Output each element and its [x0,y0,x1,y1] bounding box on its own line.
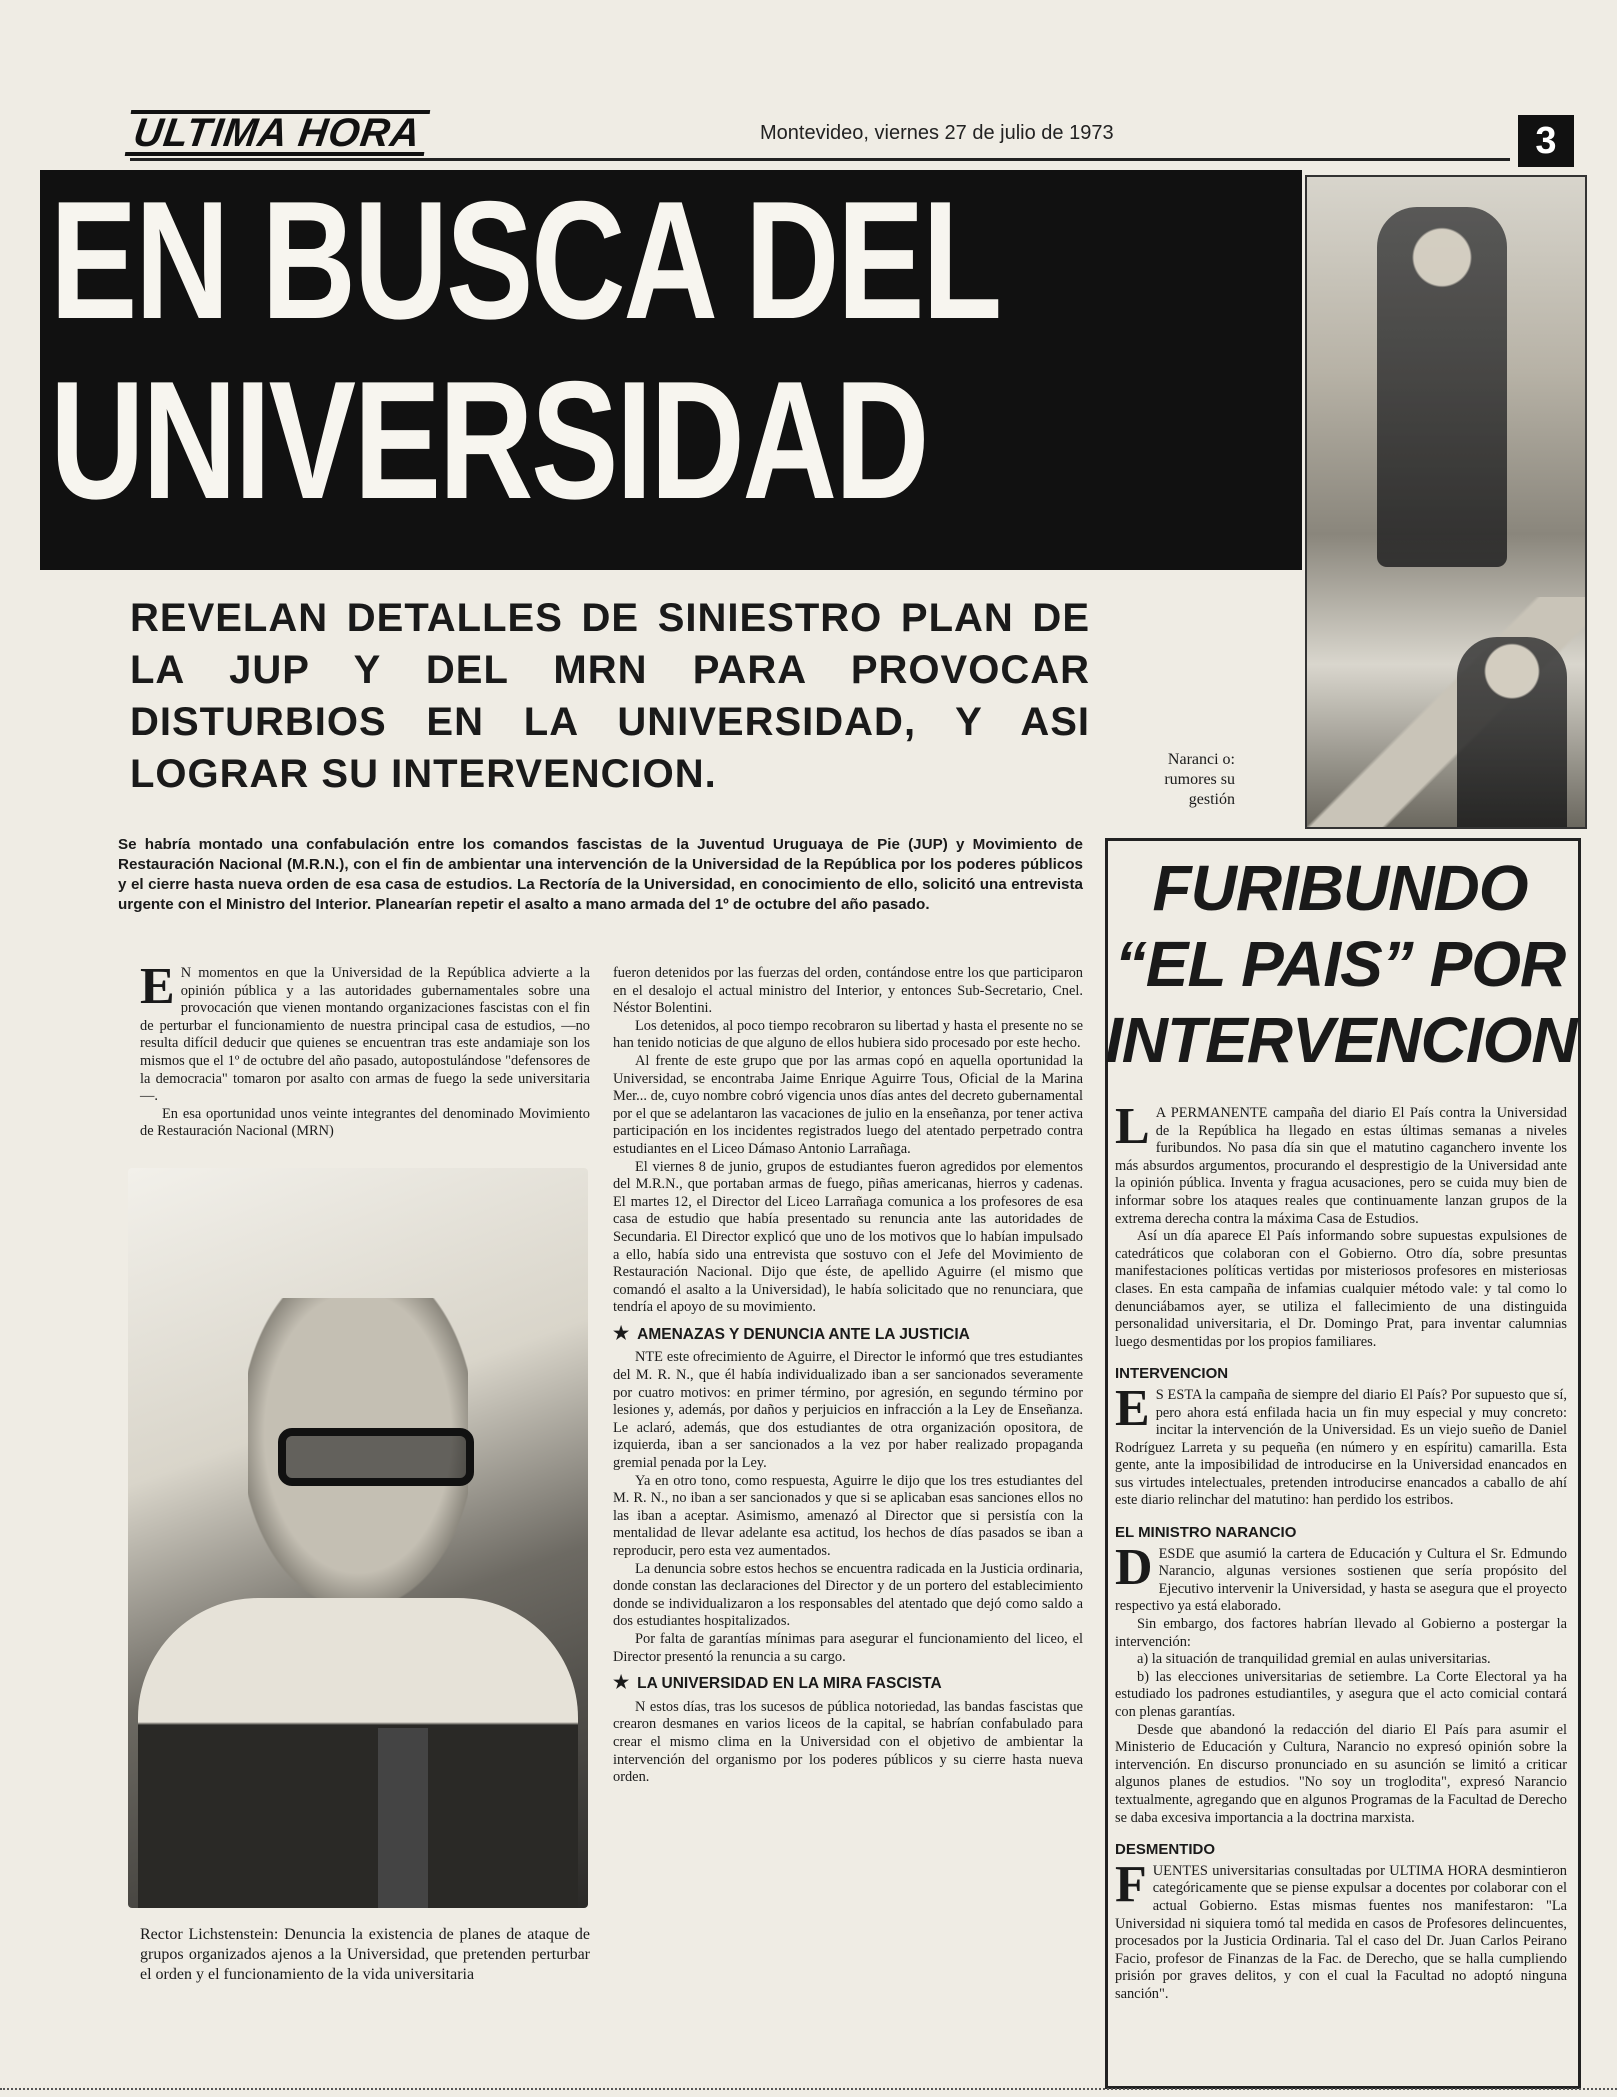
article-paragraph: N estos días, tras los sucesos de pública notoriedad, las bandas fascistas que crearon desmanes en varios liceos de la capital, se habrían confabulado para crear el mismo clima en la Universidad con el objetivo de ambientar la intervención del organismo por los poderes públicos y su cierre hasta nueva orden. [613,1698,1083,1786]
lede-paragraph: Se habría montado una confabulación entre los comandos fascistas de la Juventud Uruguaya de Pie (JUP) y Movimiento de Restauración Nacional (M.R.N.), con el fin de ambientar una intervención de la Universidad de la República por los poderes públicos y el cierre hasta nueva orden de esa casa de estudios. La Rectoría de la Universidad, en conocimiento de ello, solicitó una entrevista urgente con el Ministro del Interior. Planearían repetir el asalto a mano armada del 1º de octubre del año pasado. [118,836,1083,913]
dateline: Montevideo, viernes 27 de julio de 1973 [760,122,1114,144]
article-paragraph: Ya en otro tono, como respuesta, Aguirre le dijo que los tres estudiantes del M. R. N., no iban a ser sancionados y que si se aplicaban esas sanciones ellos no las iban a aceptar. Asimismo, amenazó al Director que si persistía con la mentalidad de llevar adelante esa actitud, los hechos de días pasados se iban a reproducir, pero esta vez aumentados. [613,1472,1083,1559]
drop-cap: F [1115,1855,1147,1913]
sidebar-paragraph: a) la situación de tranquilidad gremial en aulas universitarias. [1137,1651,1491,1668]
drop-cap: E [140,958,175,1015]
article-paragraph: Por falta de garantías mínimas para asegurar el funcionamiento del liceo, el Director presentó la renuncia a su cargo. [613,1630,1083,1665]
sidebar-paragraph: DESDE que asumió la cartera de Educación y Cultura el Sr. Edmundo Narancio, algunas versiones sostienen que sería propósito del Ejecutivo intervenir la Universidad, y hasta se asegura que el proyecto respectivo ya está elaborado. [1115,1538,1567,1615]
star-icon: ★ [613,1322,630,1343]
sidebar-paragraph: E S ESTA la campaña de siempre del diario El País? Por supuesto que sí, pero ahora está enfilada hacia un fin muy especial y muy concreto: incitar la intervención de la Universidad. Es un viejo sueño de Daniel Rodríguez Larreta y su pequeña (en número y en espíritu) camarilla. Esta gente, ante la imposibilidad de introducirse en la Universidad enancados en sus virtudes intelectuales, pretenden introducirse enancados a caballo de ahí este diario relinchar del matutino: han perdido los estribos. [1115,1379,1567,1509]
photo-body [138,1598,578,1908]
article-paragraph: NTE este ofrecimiento de Aguirre, el Director le informó que tres estudiantes del M. R. N., que él había individualizado iban a ser sancionados severamente por cuatro motivos: en primer término, por agresión, en segundo término por lesiones y, además, por daños y perjuicios en infracción a la Ley de Enseñanza. Le aclaró, además, que dos estudiantes de otra organización opositora, de izquierda, iban a ser sancionados a la vez por haber realizado propaganda gremial penada por la Ley. [613,1349,1083,1472]
main-photo-caption: Rector Lichstenstein: Denuncia la existencia de planes de ataque de grupos organizados ajenos a la Universidad, que pretenden perturbar el orden y el funcionamiento de la vida universitaria [140,1926,590,1983]
article-column-1 [140,958,590,1141]
page-number: 3 [1518,115,1574,167]
top-photo-caption: Naranci o: rumores su gestión [1164,751,1235,808]
sidebar-title [1105,850,1575,1078]
sidebar-paragraph: Así un día aparece El País informando sobre supuestas expulsiones de catedráticos que colaboran con el Gobierno. Otro día, sobre presuntas manifestaciones políticas vertidas por misteriosos profesores en misteriosas clases. En esta campaña de infamias cualquier método vale: y tal como lo denunciábamos ayer, se utiliza el fallecimiento de una distinguida personalidad universitaria, el Dr. Domingo Prat, para inventar calumnias luego desmentidas por los propios familiares. [1115,1228,1567,1350]
sidebar-paragraph: FUENTES universitarias consultadas por ULTIMA HORA desmintieron categóricamente que se piense expulsar a docentes por colaborar con el actual Gobierno. Estas mismas fuentes nos manifestaron: "La Universidad ni siquiera tomó tal medida en casos de Profesores delincuentes, procesados por la Justicia Ordinaria. Tal el caso del Dr. Juan Carlos Peirano Facio, profesor de Finanzas de la Fac. de Derecho, que se halla cumpliendo prisión por graves delitos, y con el cual la Facultad no adoptó ninguna sanción". [1115,1855,1567,2002]
page-fold-line [0,2088,1617,2093]
article-paragraph: El viernes 8 de junio, grupos de estudiantes fueron agredidos por elementos del M.R.N., que portaban armas de fuego, piñas americanas, hierros y cadenas. El martes 12, el Director del Liceo Larrañaga comunica a los profesores de esa casa de estudio que había presentado su renuncia ante las autoridades de Secundaria. El Director explicó que uno de los motivos que lo habían impulsado a ello, había sido una entrevista que sostuvo con el Jefe del Movimiento de Restauración Nacional. Dijo que éste, de apellido Aguirre (el mismo que comandó el asalto a la Universidad), le había solicitado que no renunciara, que tendría el apoyo de su movimiento. [613,1158,1083,1316]
article-paragraph: Al frente de este grupo que por las armas copó en aquella oportunidad la Universidad, se encontraba Jaime Enrique Aguirre Tous, Oficial de la Marina Mer... de, cuyo nombre cobró vigencia unos días antes del decreto gubernamental por el que se adelantaron las vacaciones de julio en la enseñanza, por tener activa participación en los incidentes registrados luego del atentado perpetrado contra estudiantes en el Liceo Dámaso Antonio Larrañaga. [613,1052,1083,1157]
sidebar-title-line-3: INTERVENCION [1105,1004,1577,1076]
newspaper-masthead: ULTIMA HORA [125,110,430,156]
header-rule [130,158,1510,161]
sidebar-paragraph: Sin embargo, dos factores habrían llevado al Gobierno a postergar la intervención: [1115,1616,1567,1650]
section-heading-amenazas: ★ AMENAZAS Y DENUNCIA ANTE LA JUSTICIA [613,1322,970,1343]
section-heading-mira-fascista: ★ LA UNIVERSIDAD EN LA MIRA FASCISTA [613,1672,942,1693]
photo-figure-lower [1457,637,1567,827]
sidebar-heading-desmentido: DESMENTIDO [1115,1841,1216,1859]
article-paragraph: E N momentos en que la Universidad de la República advierte a la opinión pública y a las autoridades gubernamentales sobre una provocación que vienen montando organizaciones fascistas con el fin de perturbar el funcionamiento de nuestra principal casa de estudios, —no resulta difícil deducir que quienes se encuentran tras este andamiaje son los mismos que el 1º de octubre del año pasado, autopostulándose "defensores de la democracia" tomaron por asalto con armas de fuego la sede universitaria—. [140,958,590,1105]
drop-cap: E [1115,1379,1150,1437]
article-paragraph: fueron detenidos por las fuerzas del orden, contándose entre los que participaron en el desalojo el actual ministro del Interior, y entonces Sub-Secretario, Cnel. Néstor Bolentini. [613,965,1083,1017]
sidebar-body [1115,1098,1567,2004]
sidebar-title-line-1: FURIBUNDO [1152,852,1528,924]
photo-figure-standing [1377,207,1507,567]
subheadline: REVELAN DETALLES DE SINIESTRO PLAN DE LA JUP Y DEL MRN PARA PROVOCAR DISTURBIOS EN LA UNIVERSIDAD, Y ASI LOGRAR SU INTERVENCION. [130,596,1090,796]
sidebar-paragraph: Desde que abandonó la redacción del diario El País para asumir el Ministerio de Educación y Cultura, Narancio no expresó opinión sobre la intervención. En discurso pronunciado en su asunción se limitó a criticar algunos planes de estudios. "No soy un troglodita", expresó Narancio textualmente, agregando que en algunos Programas de la Facultad de Derecho se daba excesiva importancia a la doctrina marxista. [1115,1721,1567,1826]
photo-tie [378,1728,428,1908]
star-icon: ★ [613,1672,630,1693]
top-right-photo [1305,175,1587,829]
main-headline [50,166,1300,534]
photo-glasses [278,1428,474,1486]
article-paragraph: En esa oportunidad unos veinte integrantes del denominado Movimiento de Restauración Nacional (MRN) [140,1105,590,1140]
sidebar-paragraph: L A PERMANENTE campaña del diario El País contra la Universidad de la República ha llegado en estas últimas semanas a niveles furibundos. No pasa día sin que el matutino caganchero invente los más absurdos argumentos, procurando el desprestigio de la Universidad ante la opinión pública. Inventa y fragua acusaciones, pero se cuida muy bien de informar sobre los ataques reales que continuamente lanzan grupos de la extrema derecha contra la máxima Casa de Estudios. [1115,1098,1567,1227]
drop-cap: L [1115,1098,1150,1155]
article-paragraph: Los detenidos, al poco tiempo recobraron su libertad y hasta el presente no se han tenido noticias de que alguno de ellos hubiera sido procesado por este hecho. [613,1017,1083,1052]
article-column-2 [613,965,1083,1787]
sidebar-title-line-2: “EL PAIS” POR [1114,928,1566,1000]
drop-cap: D [1115,1538,1153,1596]
headline-line-2: UNIVERSIDAD [50,346,928,534]
sidebar-paragraph: b) las elecciones universitarias de setiembre. La Corte Electoral ya ha estudiado los padrones estudiantiles, y asegura que el acto comicial contará con plenas garantías. [1115,1668,1567,1720]
article-paragraph: La denuncia sobre estos hechos se encuentra radicada en la Justicia ordinaria, donde constan las declaraciones del Director y de un portero del establecimiento donde se individualizaron a los responsables del atentado que dejó como saldo a dos estudiantes hospitalizados. [613,1560,1083,1630]
sidebar-heading-ministro: EL MINISTRO NARANCIO [1115,1524,1297,1542]
headline-line-1: EN BUSCA DEL [50,166,1000,354]
rector-portrait-photo [128,1168,588,1908]
sidebar-heading-intervencion: INTERVENCION [1115,1365,1229,1383]
